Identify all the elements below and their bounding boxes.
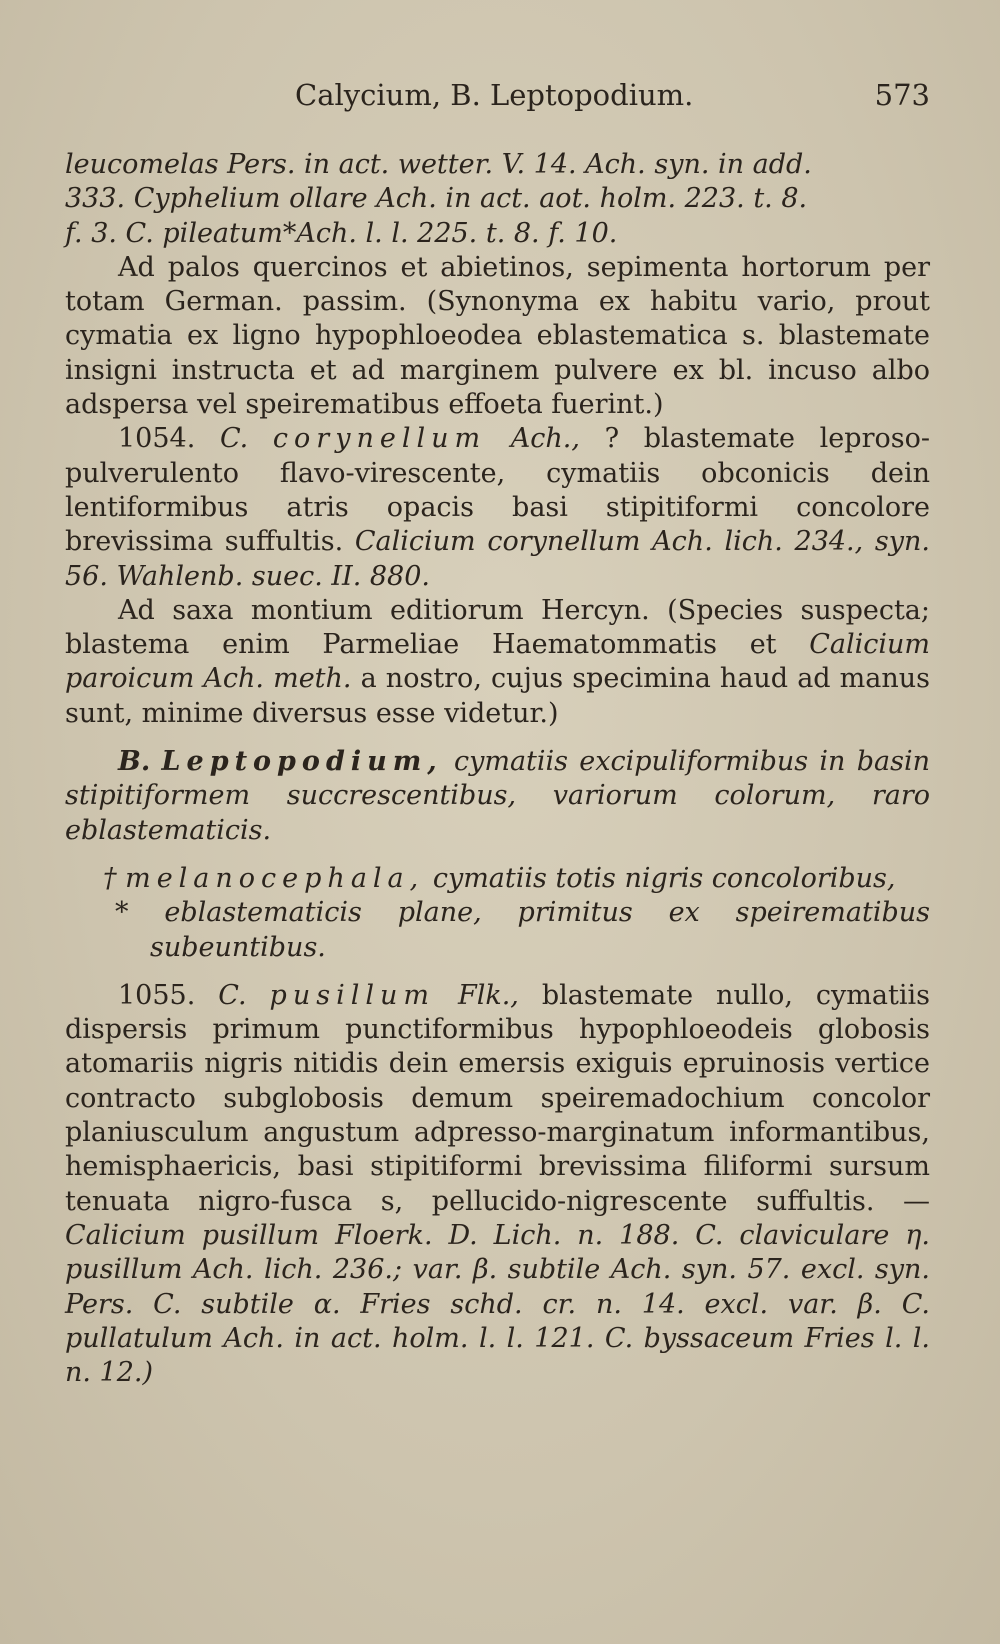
running-title: Calycium, B. Leptopodium. bbox=[295, 78, 694, 112]
synonymy-1055: Calicium pusillum Floerk. D. Lich. n. 188. C. claviculare η. pusillum Ach. lich. 236.; var. β. subtile Ach. syn. 57. excl. syn. Pers. C. subtile α. Fries schd. cr. n. 14. excl. var. β. C. pullatulum Ach. in act. holm. l. l. 121. C. byssaceum Fries l. l. n. 12.) bbox=[65, 1219, 930, 1389]
star-description: eblastematicis plane, primitus ex speirematibus subeuntibus. bbox=[128, 897, 930, 963]
genus-abbrev-1054: C. bbox=[219, 423, 249, 455]
subgroup-dagger bbox=[65, 862, 930, 896]
entry-number-1054: 1054. bbox=[118, 423, 196, 455]
species-entry-1054 bbox=[65, 422, 930, 593]
section-b-description: cymatiis excipuliformibus in basin stipitiformem succrescentibus, variorum colorum, raro eblastematicis. bbox=[65, 746, 930, 846]
habitat-text-1054: Ad saxa montium editiorum Hercyn. (Species suspecta; blastema enim Parmeliae Haematommatis et bbox=[65, 594, 930, 661]
entry-number-1055: 1055. bbox=[118, 979, 196, 1011]
species-entry-1055 bbox=[65, 979, 930, 1391]
star-symbol: * bbox=[115, 897, 129, 929]
subgroup-description: cymatiis totis nigris concoloribus, bbox=[424, 862, 896, 894]
synonymy-line-3: f. 3. C. pileatum*Ach. l. l. 225. t. 8. f. 10. bbox=[65, 217, 618, 249]
dagger-symbol: † bbox=[103, 862, 117, 894]
author-1055: Flk., bbox=[457, 979, 519, 1011]
subgroup-star bbox=[65, 896, 930, 965]
habitat-italic-1054: Calicium paroicum Ach. meth. bbox=[65, 629, 930, 695]
habitat-paragraph-1054 bbox=[65, 594, 930, 731]
page-number: 573 bbox=[874, 78, 930, 112]
synonymy-line-1: leucomelas Pers. in act. wetter. V. 14. Ach. syn. in add. bbox=[65, 149, 812, 180]
synonymy-1054: Calicium corynellum Ach. lich. 234., syn. 56. Wahlenb. suec. II. 880. bbox=[65, 526, 930, 592]
author-1054: Ach., bbox=[510, 423, 580, 455]
section-b-name: Leptopodium, bbox=[161, 746, 443, 778]
synonymy-line-2: 333. Cyphelium ollare Ach. in act. aot. holm. 223. t. 8. bbox=[65, 183, 808, 215]
description-1054: ? blastemate leproso-pulverulento flavo-virescente, cymatiis obconicis dein lentiformibus atris opacis basi stipitiformi concolore brevissima suffultis. bbox=[65, 423, 930, 558]
section-b-heading bbox=[65, 745, 930, 848]
species-name-1054: corynellum bbox=[272, 423, 487, 455]
page-header bbox=[65, 78, 930, 118]
habitat-paragraph: Ad palos quercinos et abietinos, sepimenta hortorum per totam German. passim. (Synonyma ex habitu vario, prout cymatia ex ligno hypophloeodea eblastematica s. blastemate insigni instructa et ad marginem pulvere ex bl. incuso albo adspersa vel speirematibus effoeta fuerint.) bbox=[65, 251, 930, 421]
section-b-label: B. bbox=[118, 746, 151, 778]
subgroup-name: melanocephala, bbox=[125, 862, 425, 894]
species-name-1055: pusillum bbox=[269, 979, 435, 1011]
page-body bbox=[65, 148, 930, 1390]
habitat-end-1054: a nostro, cujus specimina haud ad manus sunt, minime diversus esse videtur.) bbox=[65, 663, 931, 729]
synonymy-continuation bbox=[65, 148, 930, 251]
description-1055: blastemate nullo, cymatiis dispersis primum punctiformibus hypophloeodeis globosis atomariis nigris nitidis dein emersis exiguis epruinosis vertice contracto subglobosis demum speiremadochium concolor planiusculum angustum adpresso-marginatum informantibus, hemisphaericis, basi stipitiformi brevissima filiformi sursum tenuata nigro-fusca s, pellucido-nigrescente suffultis. — bbox=[65, 979, 930, 1217]
genus-abbrev-1055: C. bbox=[218, 979, 247, 1011]
